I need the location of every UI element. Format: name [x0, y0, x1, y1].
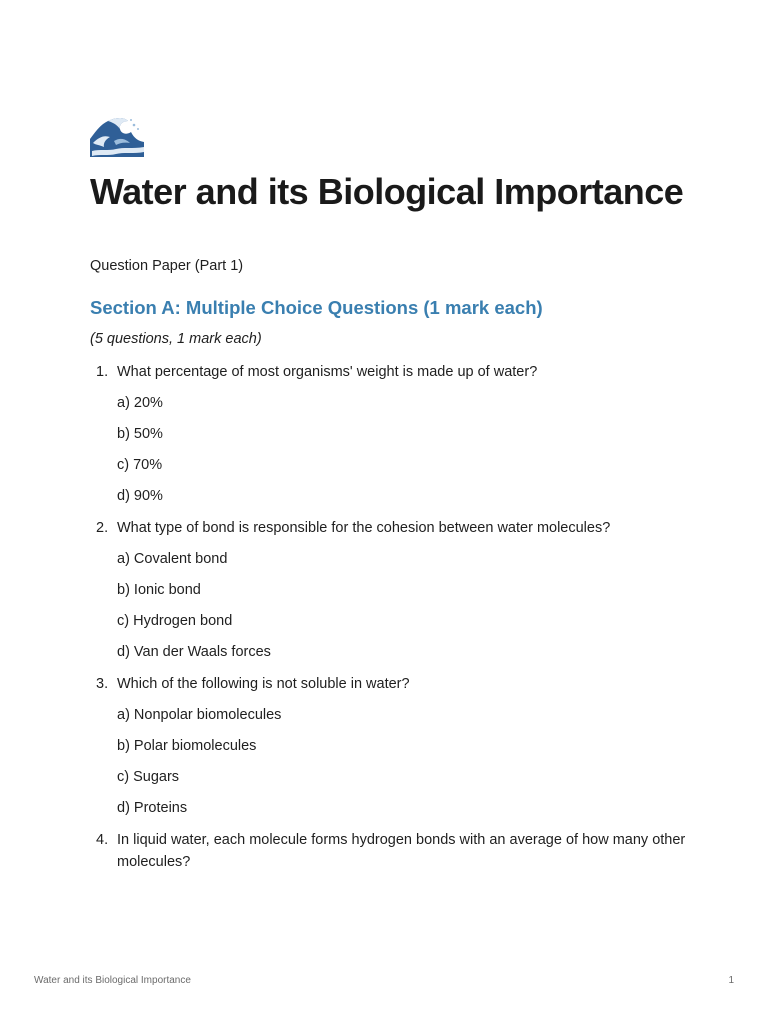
footer-page-number: 1: [728, 975, 734, 986]
question-4: [90, 829, 690, 873]
question-number: 1.: [96, 364, 109, 380]
option-b: b) 50%: [117, 426, 163, 442]
question-text: In liquid water, each molecule forms hydrogen bonds with an average of how many other molecules?: [117, 832, 686, 870]
question-number: 3.: [96, 676, 109, 692]
page-content: [90, 111, 690, 883]
question-number: 2.: [96, 520, 109, 536]
document-subtitle: Question Paper (Part 1): [90, 258, 244, 274]
question-list: [90, 361, 690, 873]
option-list: [117, 392, 690, 507]
option-b: b) Ionic bond: [117, 582, 201, 598]
wave-emoji-icon: [90, 111, 144, 157]
option-c: c) Hydrogen bond: [117, 613, 233, 629]
option-a: a) 20%: [117, 395, 163, 411]
option-c: c) Sugars: [117, 769, 180, 785]
option-b: b) Polar biomolecules: [117, 738, 257, 754]
option-a: a) Nonpolar biomolecules: [117, 707, 282, 723]
document-title: Water and its Biological Importance: [90, 171, 684, 212]
option-list: [117, 704, 690, 819]
question-text: Which of the following is not soluble in water?: [117, 676, 410, 692]
footer-document-title: Water and its Biological Importance: [34, 975, 191, 986]
question-text: What percentage of most organisms' weight is made up of water?: [117, 364, 538, 380]
question-3: [90, 673, 690, 819]
option-c: c) 70%: [117, 457, 163, 473]
section-a-heading: Section A: Multiple Choice Questions (1 mark each): [90, 297, 543, 318]
option-d: d) 90%: [117, 488, 163, 504]
question-1: [90, 361, 690, 507]
question-text: What type of bond is responsible for the cohesion between water molecules?: [117, 520, 611, 536]
option-a: a) Covalent bond: [117, 551, 228, 567]
option-list: [117, 548, 690, 663]
question-number: 4.: [96, 832, 109, 848]
option-d: d) Proteins: [117, 800, 188, 816]
question-2: [90, 517, 690, 663]
option-d: d) Van der Waals forces: [117, 644, 271, 660]
section-a-note: (5 questions, 1 mark each): [90, 331, 262, 347]
